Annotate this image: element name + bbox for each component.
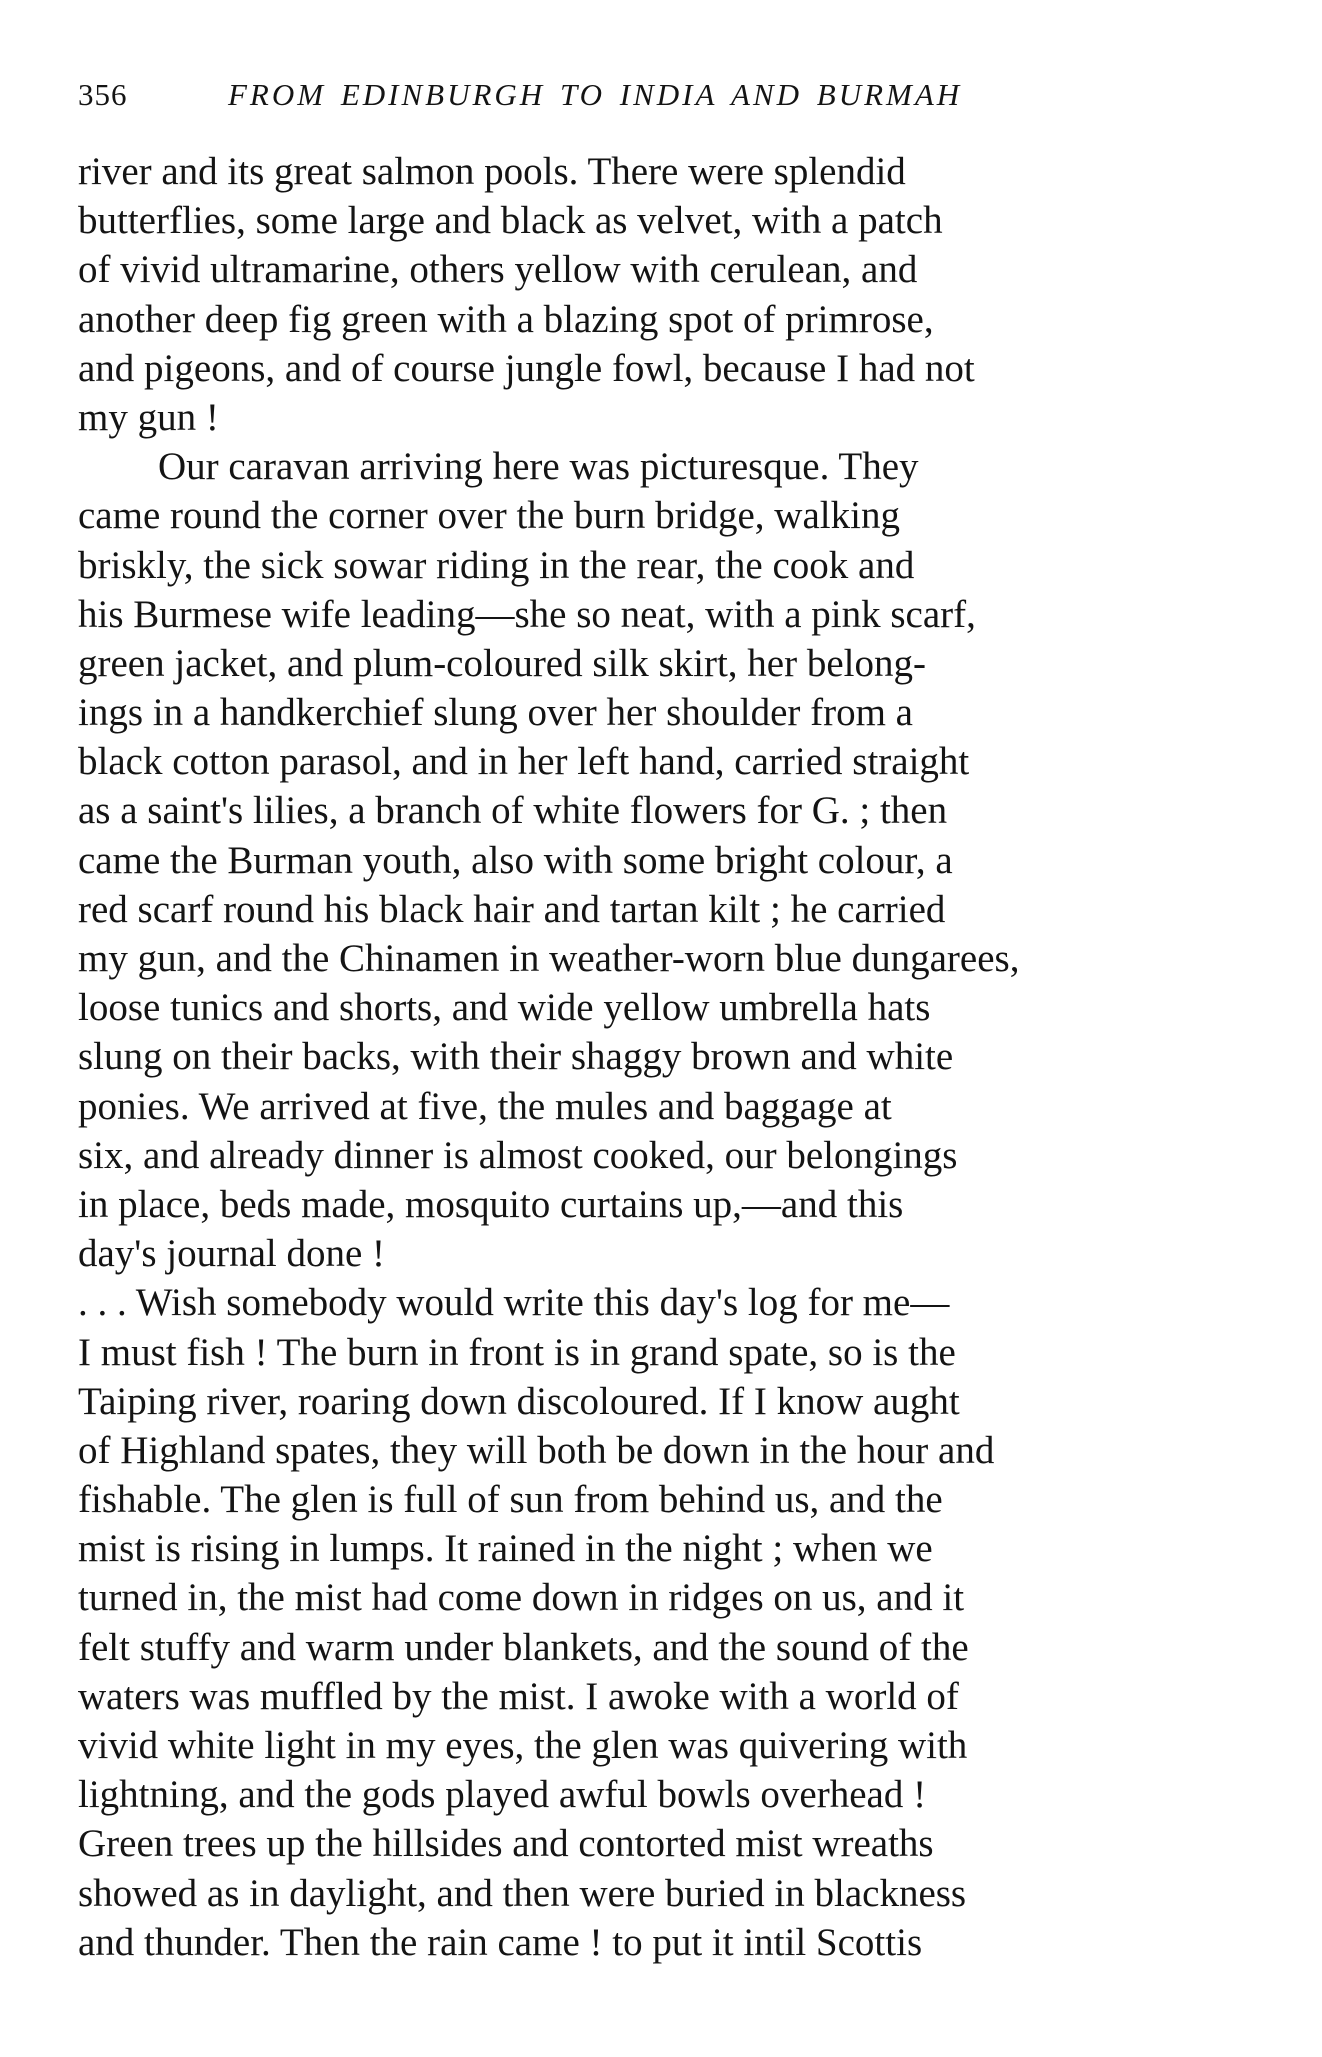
text-line: of vivid ultramarine, others yellow with cerulean, and (78, 248, 918, 292)
page-number: 356 (78, 77, 128, 112)
text-line: as a saint's lilies, a branch of white flowers for G. ; then (78, 789, 948, 833)
text-line: turned in, the mist had come down in ridges on us, and it (78, 1576, 965, 1620)
text-line: river and its great salmon pools. There were splendid (78, 150, 906, 193)
text-line: ings in a handkerchief slung over her shoulder from a (78, 691, 913, 735)
text-line: waters was muffled by the mist. I awoke with a world of (78, 1674, 959, 1718)
text-line: in place, beds made, mosquito curtains up,—and this (78, 1182, 904, 1226)
text-line: Green trees up the hillsides and contorted mist wreaths (78, 1822, 934, 1866)
text-line: . . . Wish somebody would write this day's log for me— (78, 1281, 950, 1325)
text-line: red scarf round his black hair and tartan kilt ; he carried (78, 887, 946, 931)
text-line: green jacket, and plum-coloured silk skirt, her belong- (78, 641, 926, 685)
text-line: lightning, and the gods played awful bowls overhead ! (78, 1773, 927, 1817)
text-line: showed as in daylight, and then were buried in blackness (78, 1871, 967, 1915)
text-line: his Burmese wife leading—she so neat, with a pink scarf, (78, 592, 976, 636)
text-line: I must fish ! The burn in front is in grand spate, so is the (78, 1330, 956, 1374)
text-line: of Highland spates, they will both be down in the hour and (78, 1428, 995, 1472)
text-line: Our caravan arriving here was picturesque. They (158, 445, 919, 489)
text-line: ponies. We arrived at five, the mules and baggage at (78, 1084, 892, 1128)
text-line: day's journal done ! (78, 1232, 386, 1276)
text-line: vivid white light in my eyes, the glen was quivering with (78, 1724, 968, 1767)
text-line: and thunder. Then the rain came ! to put it intil Scottis (78, 1920, 923, 1964)
text-line: another deep fig green with a blazing spot of primrose, (78, 297, 934, 341)
text-line: loose tunics and shorts, and wide yellow umbrella hats (78, 986, 931, 1030)
text-line: came the Burman youth, also with some bright colour, a (78, 838, 953, 882)
text-line: fishable. The glen is full of sun from behind us, and the (78, 1478, 943, 1522)
text-line: my gun ! (78, 395, 219, 439)
text-line: mist is rising in lumps. It rained in the night ; when we (78, 1527, 933, 1571)
text-line: my gun, and the Chinamen in weather-worn blue dungarees, (78, 937, 1020, 980)
text-line: butterflies, some large and black as velvet, with a patch (78, 199, 943, 243)
page-header (78, 70, 1248, 120)
text-line: came round the corner over the burn bridge, walking (78, 494, 900, 538)
running-title: FROM EDINBURGH TO INDIA AND BURMAH (228, 77, 963, 112)
body-text (78, 147, 1248, 1967)
text-line: and pigeons, and of course jungle fowl, because I had not (78, 346, 975, 390)
text-line: Taiping river, roaring down discoloured. If I know aught (78, 1379, 960, 1423)
text-line: felt stuffy and warm under blankets, and the sound of the (78, 1625, 969, 1669)
text-line: slung on their backs, with their shaggy brown and white (78, 1035, 954, 1079)
text-line: black cotton parasol, and in her left hand, carried straight (78, 740, 970, 784)
text-line: six, and already dinner is almost cooked, our belongings (78, 1133, 958, 1177)
text-line: briskly, the sick sowar riding in the rear, the cook and (78, 543, 915, 587)
